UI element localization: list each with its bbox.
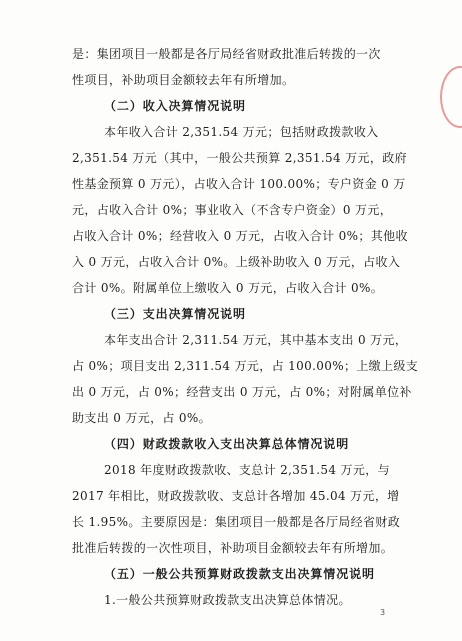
body-text-line: 2017 年相比，财政拨款收、支总计各增加 45.04 万元，增 bbox=[72, 489, 400, 503]
body-text-line: 本年收入合计 2,351.54 万元；包括财政拨款收入 bbox=[104, 125, 379, 139]
body-text-line: 1.一般公共预算财政拨款支出决算总体情况。 bbox=[104, 593, 351, 607]
body-text-line: 2,351.54 万元（其中，一般公共预算 2,351.54 万元，政府 bbox=[72, 151, 407, 165]
body-text-line: 性项目，补助项目金额较去年有所增加。 bbox=[72, 73, 295, 87]
section-heading: （二）收入决算情况说明 bbox=[104, 99, 246, 113]
body-text-line: 元，占收入合计 0%；事业收入（不含专户资金）0 万元， bbox=[72, 203, 393, 217]
body-text-line: 性基金预算 0 万元），占收入合计 100.00%；专户资金 0 万 bbox=[72, 177, 406, 191]
section-heading: （五）一般公共预算财政拨款支出决算情况说明 bbox=[104, 567, 375, 581]
body-text-line: 出 0 万元，占 0%；经营支出 0 万元，占 0%；对附属单位补 bbox=[72, 385, 412, 399]
section-heading: （三）支出决算情况说明 bbox=[104, 307, 246, 321]
body-text-line: 2018 年度财政拨款收、支总计 2,351.54 万元，与 bbox=[104, 463, 390, 477]
body-text-line: 是：集团项目一般都是各厅局经省财政批准后转拨的一次 bbox=[72, 47, 381, 61]
red-seal-edge bbox=[440, 66, 462, 128]
section-heading: （四）财政拨款收入支出决算总体情况说明 bbox=[104, 437, 350, 451]
body-text-line: 占收入合计 0%；经营收入 0 万元，占收入合计 0%；其他收 bbox=[72, 229, 408, 243]
body-text-line: 长 1.95%。主要原因是：集团项目一般都是各厅局经省财政 bbox=[72, 515, 401, 529]
page-number: 3 bbox=[380, 608, 386, 617]
body-text-line: 合计 0%。附属单位上缴收入 0 万元，占收入合计 0%。 bbox=[72, 281, 384, 295]
body-text-line: 入 0 万元，占收入合计 0%。上级补助收入 0 万元，占收入 bbox=[72, 255, 401, 269]
body-text-line: 占 0%；项目支出 2,311.54 万元，占 100.00%；上缴上级支 bbox=[72, 359, 419, 373]
body-text-line: 助支出 0 万元，占 0%。 bbox=[72, 411, 212, 425]
body-text-line: 本年支出合计 2,311.54 万元，其中基本支出 0 万元， bbox=[104, 333, 408, 347]
body-text-line: 批准后转拨的一次性项目，补助项目金额较去年有所增加。 bbox=[72, 541, 394, 555]
